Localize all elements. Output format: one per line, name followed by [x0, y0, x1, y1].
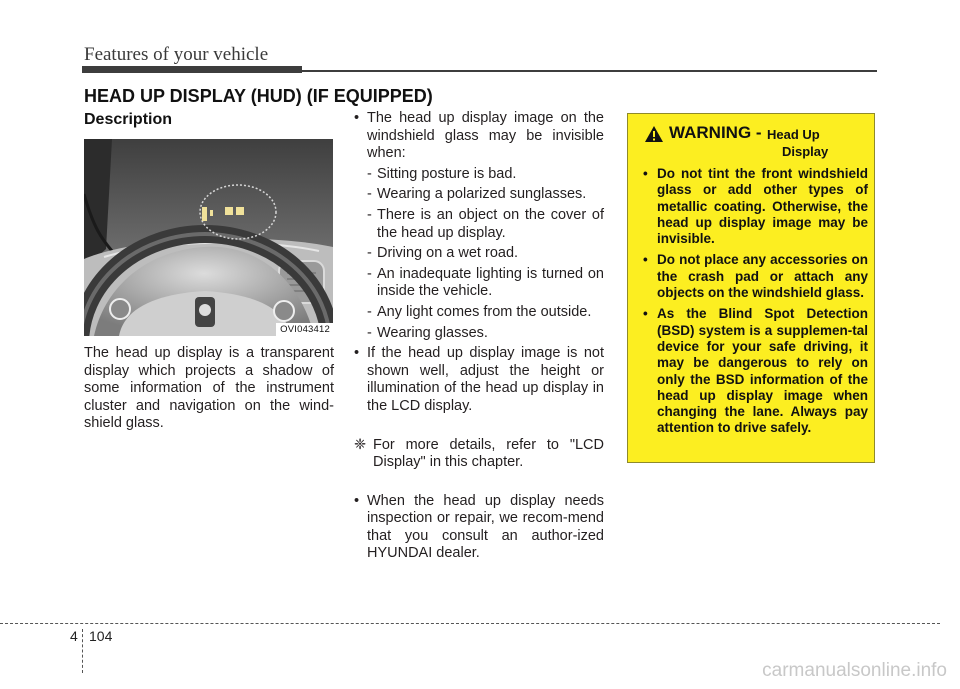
header-rule-thick — [82, 66, 302, 73]
watermark-text: carmanualsonline.info — [762, 660, 947, 681]
description-paragraph: The head up display is a transparent display which projects a shadow of some information of the instrument cluster and navigation on the wind-shield glass. — [84, 345, 334, 432]
bullet-dot: • — [354, 110, 360, 126]
footer-chapter-number: 4 — [70, 628, 78, 644]
lcd-reference-note — [354, 437, 604, 472]
bullet-dot: • — [354, 345, 360, 362]
warning-item: • As the Blind Spot Detection (BSD) system is a supplemen-tal device for your safe driving, it may be dangerous to rely on only the BSD information of the head up display image when changing the lane. Always pay attention to drive safely. — [643, 306, 868, 436]
warning-box — [627, 113, 875, 463]
hud-illustration — [84, 139, 333, 336]
section-title: HEAD UP DISPLAY (HUD) (IF EQUIPPED) — [84, 86, 433, 106]
footer-page-number: 104 — [89, 628, 113, 644]
condition-item: - There is an object on the cover of the head up display. — [367, 206, 604, 241]
header-rule-thin — [302, 70, 877, 72]
bullet-text: If the head up display image is not shown well, adjust the height or illumination of the head up display in the LCD display. — [367, 345, 604, 414]
warning-label: WARNING - — [669, 123, 762, 142]
bullet-inspection — [354, 493, 604, 563]
bullet-dot: • — [354, 492, 360, 509]
dashboard-drawing — [84, 139, 333, 336]
condition-item: - Any light comes from the outside. — [367, 303, 592, 320]
condition-item: - Wearing a polarized sunglasses. — [367, 186, 587, 203]
condition-item: - Wearing glasses. — [367, 324, 488, 341]
bullet-text: The head up display image on the windshield glass may be invisible when: — [367, 110, 604, 162]
condition-item: - Driving on a wet road. — [367, 245, 519, 262]
chapter-title: Features of your vehicle — [84, 44, 269, 65]
footer-divider — [82, 629, 83, 673]
bullet-adjust-height — [354, 345, 604, 415]
bullet-text: When the head up display needs inspection or repair, we recom-mend that you consult an author-ized HYUNDAI dealer. — [367, 492, 604, 562]
warning-subject-line1: Head Up — [767, 127, 820, 142]
condition-item: - An inadequate lighting is turned on inside the vehicle. — [367, 265, 604, 300]
warning-list — [643, 166, 868, 442]
visibility-conditions-column — [354, 110, 604, 563]
bullet-invisible-when — [354, 110, 604, 163]
note-text: For more details, refer to "LCD Display" in this chapter. — [373, 436, 604, 471]
footer-dashed-rule — [0, 623, 940, 624]
note-symbol-icon: ❈ — [354, 436, 367, 453]
condition-item: - Sitting posture is bad. — [367, 165, 517, 182]
warning-triangle-icon — [644, 125, 664, 148]
warning-item: • Do not place any accessories on the crash pad or attach any objects on the windshield glass. — [643, 252, 868, 301]
figure-code: OVI043412 — [276, 323, 333, 336]
warning-item: • Do not tint the front windshield glass or add other types of metallic coating. Otherwise, the head up display image may be invisible. — [643, 166, 868, 247]
warning-subject-line2: Display — [782, 144, 829, 159]
subheading-description: Description — [84, 111, 173, 128]
